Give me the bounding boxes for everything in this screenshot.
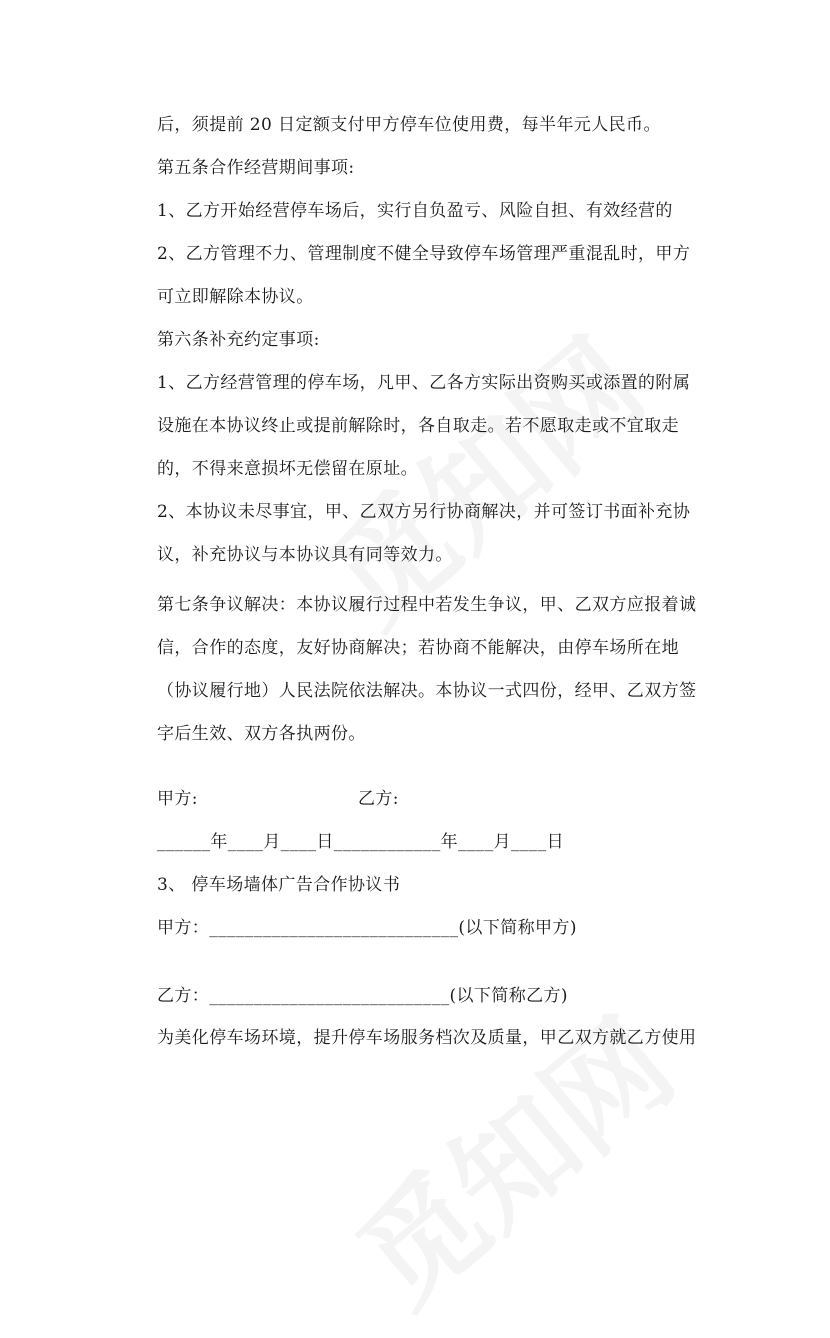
signature-party-b: 乙方: (358, 789, 399, 809)
paragraph-line: 可立即解除本协议。 (157, 287, 314, 307)
paragraph-line: 设施在本协议终止或提前解除时，各自取走。若不愿取走或不宜取走 (157, 416, 679, 436)
paragraph-line: 议，补充协议与本协议具有同等效力。 (157, 545, 453, 565)
article-6-heading: 第六条补充约定事项: (157, 330, 320, 350)
paragraph-line: 信，合作的态度，友好协商解决；若协商不能解决，由停车场所在地 (157, 638, 679, 658)
party-a-line: 甲方：____________________________(以下简称甲方) (157, 918, 577, 938)
section-3-title: 3、 停车场墙体广告合作协议书 (157, 875, 401, 895)
party-b-line: 乙方：___________________________(以下简称乙方) (157, 986, 568, 1006)
paragraph-line: 1、乙方开始经营停车场后，实行自负盈亏、风险自担、有效经营的 (157, 201, 673, 221)
article-5-heading: 第五条合作经营期间事项: (157, 158, 355, 178)
intro-paragraph-line: 为美化停车场环境，提升停车场服务档次及质量，甲乙双方就乙方使用 (157, 1028, 697, 1048)
paragraph-line: 的，不得来意损坏无偿留在原址。 (157, 459, 418, 479)
paragraph-line: 2、本协议未尽事宜，甲、乙双方另行协商解决，并可签订书面补充协 (157, 502, 691, 522)
paragraph-line: （协议履行地）人民法院依法解决。本协议一式四份，经甲、乙双方签 (157, 681, 697, 701)
signature-dates: ______年____月____日____________年____月____日 (157, 832, 564, 852)
paragraph-line: 后，须提前 20 日定额支付甲方停车位使用费，每半年元人民币。 (157, 115, 661, 135)
paragraph-line: 2、乙方管理不力、管理制度不健全导致停车场管理严重混乱时，甲方 (157, 244, 691, 264)
article-7-line: 第七条争议解决：本协议履行过程中若发生争议，甲、乙双方应报着诚 (157, 595, 697, 615)
paragraph-line: 1、乙方经营管理的停车场，凡甲、乙各方实际出资购买或添置的附属 (157, 373, 691, 393)
signature-party-a: 甲方: (157, 789, 198, 809)
paragraph-line: 字后生效、双方各执两份。 (157, 724, 366, 744)
